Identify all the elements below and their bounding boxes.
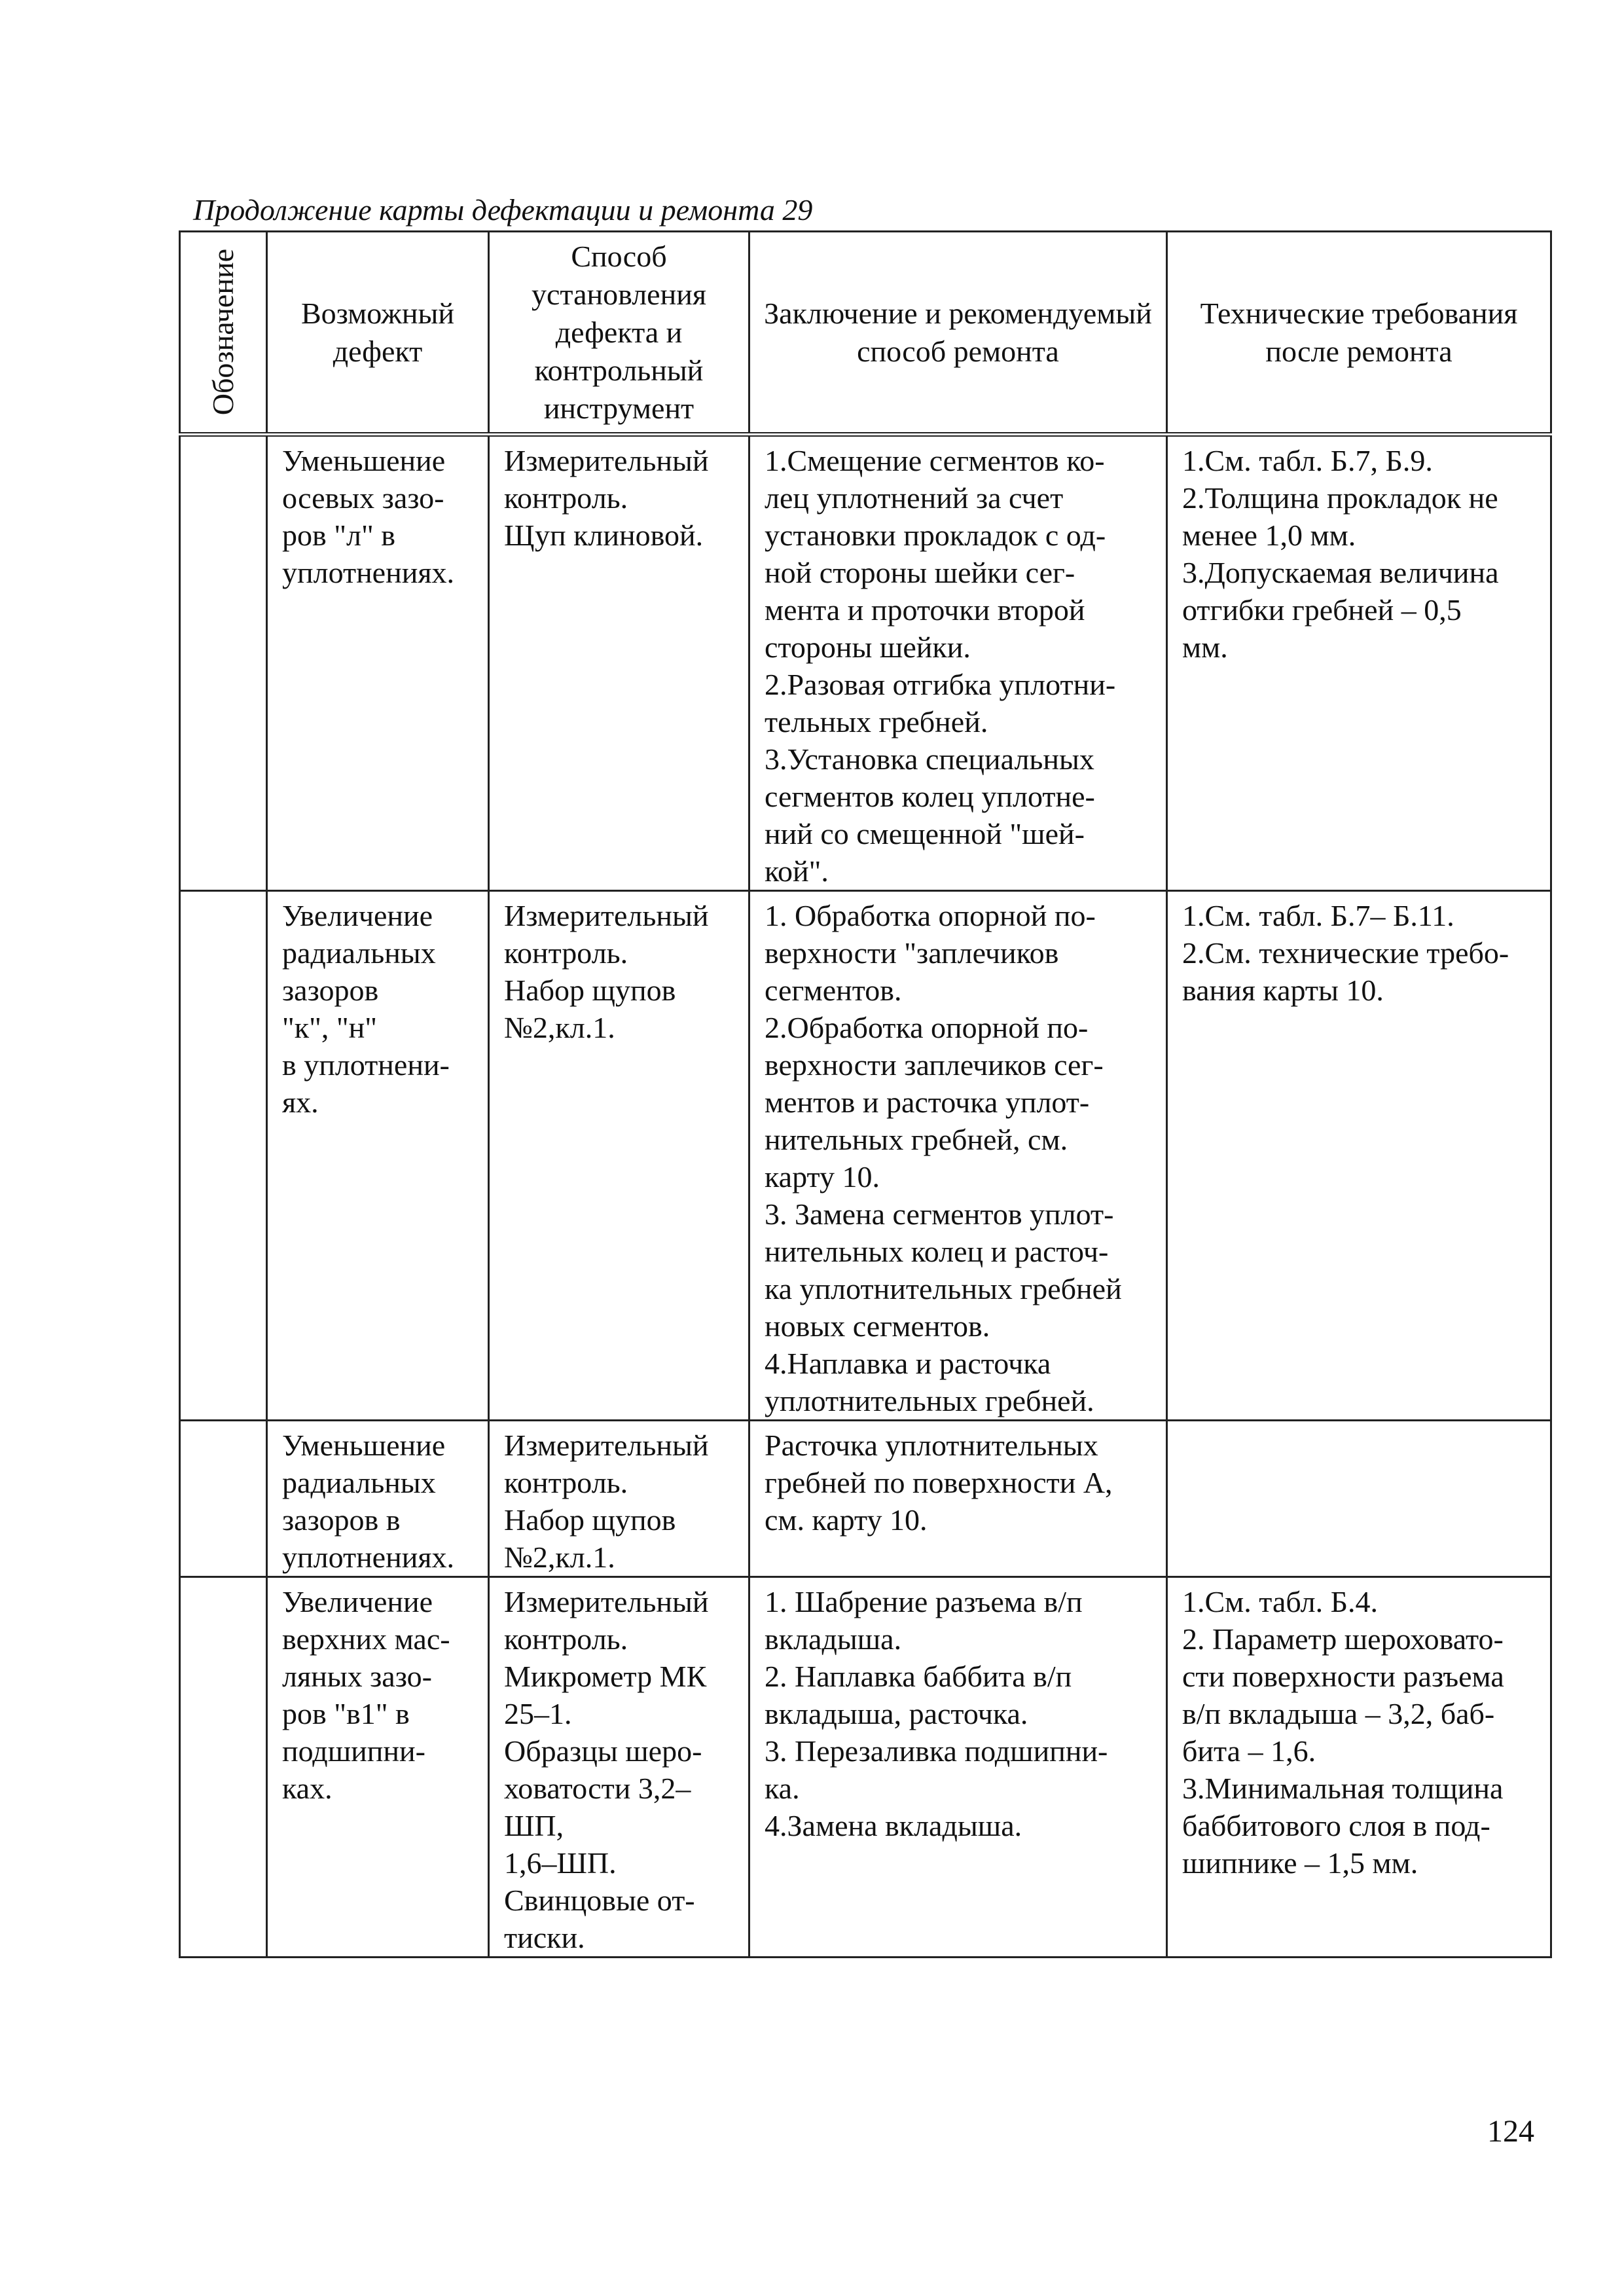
cell-designation	[180, 1421, 267, 1577]
cell-line: уплотнениях.	[282, 556, 454, 589]
cell-defect-text	[268, 437, 488, 591]
cell-requirements-text	[1168, 1578, 1550, 1882]
cell-line: гребней по поверхности А,	[765, 1466, 1113, 1499]
header-conclusion: Заключение и рекомендуемый способ ремонта	[749, 232, 1167, 435]
cell-line: новых сегментов.	[765, 1309, 990, 1343]
cell-requirements-text	[1168, 437, 1550, 666]
table-row	[180, 1577, 1551, 1958]
cell-method-text	[490, 1421, 748, 1576]
cell-line: сегментов колец уплотне-	[765, 780, 1095, 813]
cell-line: 3.Допускаемая величина	[1182, 556, 1499, 589]
table-row	[180, 891, 1551, 1421]
cell-defect	[267, 891, 489, 1421]
cell-line: установки прокладок с од-	[765, 519, 1106, 552]
cell-line: кой".	[765, 854, 829, 888]
cell-line: верхних мас-	[282, 1622, 450, 1656]
table-row	[180, 435, 1551, 891]
cell-line: шипнике – 1,5 мм.	[1182, 1846, 1418, 1880]
cell-requirements-text	[1168, 892, 1550, 1009]
cell-line: Образцы шеро-	[504, 1734, 702, 1768]
cell-method	[489, 1421, 749, 1577]
cell-line: уплотнительных гребней.	[765, 1384, 1094, 1417]
cell-method-text	[490, 1578, 748, 1956]
cell-method	[489, 891, 749, 1421]
cell-line: в уплотнени-	[282, 1048, 450, 1082]
cell-line: Микрометр МК	[504, 1660, 707, 1693]
header-defect: Возможный дефект	[267, 232, 489, 435]
cell-line: тельных гребней.	[765, 705, 988, 738]
cell-line: Набор щупов	[504, 974, 676, 1007]
cell-line: 1.Смещение сегментов ко-	[765, 444, 1105, 477]
cell-requirements	[1167, 1577, 1551, 1958]
cell-line: Расточка уплотнительных	[765, 1429, 1098, 1462]
cell-line: Измерительный	[504, 444, 709, 477]
table-row	[180, 1421, 1551, 1577]
cell-conclusion	[749, 1421, 1167, 1577]
cell-line: подшипни-	[282, 1734, 425, 1768]
cell-line: 25–1.	[504, 1697, 572, 1730]
cell-defect	[267, 435, 489, 891]
cell-conclusion	[749, 1577, 1167, 1958]
cell-line: 1.См. табл. Б.4.	[1182, 1585, 1378, 1618]
cell-designation	[180, 891, 267, 1421]
cell-line: контроль.	[504, 1466, 628, 1499]
cell-conclusion-text	[750, 437, 1166, 890]
cell-line: контроль.	[504, 936, 628, 970]
cell-line: 2.Разовая отгибка уплотни-	[765, 668, 1116, 701]
cell-defect-text	[268, 1421, 488, 1576]
cell-line: 1.См. табл. Б.7, Б.9.	[1182, 444, 1433, 477]
cell-line: лец уплотнений за счет	[765, 481, 1064, 515]
table-caption: Продолжение карты дефектации и ремонта 29	[193, 193, 813, 227]
cell-conclusion	[749, 891, 1167, 1421]
cell-line: карту 10.	[765, 1160, 880, 1194]
cell-line: сегментов.	[765, 974, 902, 1007]
cell-line: №2,кл.1.	[504, 1540, 615, 1574]
cell-defect	[267, 1421, 489, 1577]
cell-line: 4.Наплавка и расточка	[765, 1347, 1051, 1380]
cell-line: осевых зазо-	[282, 481, 444, 515]
cell-designation	[180, 1577, 267, 1958]
cell-line: баббитового слоя в под-	[1182, 1809, 1490, 1842]
cell-line: нительных колец и расточ-	[765, 1235, 1109, 1268]
cell-line: верхности заплечиков сег-	[765, 1048, 1104, 1082]
cell-line: зазоров в	[282, 1503, 401, 1537]
cell-line: 2. Наплавка баббита в/п	[765, 1660, 1072, 1693]
cell-line: ной стороны шейки сег-	[765, 556, 1075, 589]
table-header-row	[180, 232, 1551, 435]
cell-line: "к", "н"	[282, 1011, 378, 1044]
cell-line: зазоров	[282, 974, 379, 1007]
cell-requirements-text	[1168, 1421, 1550, 1427]
cell-line: мм.	[1182, 630, 1228, 664]
cell-line: ментов и расточка уплот-	[765, 1085, 1090, 1119]
cell-line: №2,кл.1.	[504, 1011, 615, 1044]
cell-line: Измерительный	[504, 1429, 709, 1462]
cell-line: ка.	[765, 1772, 800, 1805]
cell-line: Измерительный	[504, 1585, 709, 1618]
cell-requirements	[1167, 435, 1551, 891]
cell-line: 3.Установка специальных	[765, 742, 1094, 776]
cell-line: Щуп клиновой.	[504, 519, 704, 552]
header-method: Способ установления дефекта и контрольный инструмент	[489, 232, 749, 435]
cell-line: радиальных	[282, 1466, 436, 1499]
cell-requirements	[1167, 891, 1551, 1421]
cell-line: менее 1,0 мм.	[1182, 519, 1356, 552]
cell-line: 3.Минимальная толщина	[1182, 1772, 1504, 1805]
cell-line: отгибки гребней – 0,5	[1182, 593, 1462, 627]
cell-line: 1. Шабрение разъема в/п	[765, 1585, 1083, 1618]
header-requirements: Технические требования после ремонта	[1167, 232, 1551, 435]
cell-line: радиальных	[282, 936, 436, 970]
cell-line: ях.	[282, 1085, 319, 1119]
cell-method-text	[490, 892, 748, 1046]
cell-line: ров "в1" в	[282, 1697, 410, 1730]
cell-line: Набор щупов	[504, 1503, 676, 1537]
cell-line: ховатости 3,2–	[504, 1772, 691, 1805]
cell-line: 2. Параметр шероховато-	[1182, 1622, 1504, 1656]
cell-method	[489, 435, 749, 891]
cell-method-text	[490, 437, 748, 554]
cell-line: вкладыша.	[765, 1622, 902, 1656]
cell-conclusion-text	[750, 1578, 1166, 1844]
cell-defect-text	[268, 892, 488, 1121]
header-designation	[180, 232, 267, 435]
cell-line: стороны шейки.	[765, 630, 971, 664]
header-designation-label: Обозначение	[206, 249, 240, 416]
cell-conclusion-text	[750, 892, 1166, 1419]
cell-line: вания карты 10.	[1182, 974, 1384, 1007]
defect-card-table	[179, 230, 1552, 1958]
cell-line: верхности "заплечиков	[765, 936, 1059, 970]
cell-line: Свинцовые от-	[504, 1884, 695, 1917]
cell-line: контроль.	[504, 1622, 628, 1656]
cell-line: ШП,	[504, 1809, 564, 1842]
cell-line: Увеличение	[282, 1585, 433, 1618]
cell-line: тиски.	[504, 1921, 585, 1954]
cell-line: 1,6–ШП.	[504, 1846, 617, 1880]
cell-line: Уменьшение	[282, 1429, 446, 1462]
cell-line: ров "л" в	[282, 519, 395, 552]
cell-line: в/п вкладыша – 3,2, баб-	[1182, 1697, 1495, 1730]
cell-line: бита – 1,6.	[1182, 1734, 1316, 1768]
cell-conclusion	[749, 435, 1167, 891]
cell-line: ляных зазо-	[282, 1660, 432, 1693]
cell-line: уплотнениях.	[282, 1540, 454, 1574]
cell-line: 1. Обработка опорной по-	[765, 899, 1096, 932]
cell-line: Уменьшение	[282, 444, 446, 477]
cell-line: 2.Обработка опорной по-	[765, 1011, 1089, 1044]
cell-line: 2.Толщина прокладок не	[1182, 481, 1498, 515]
cell-line: 4.Замена вкладыша.	[765, 1809, 1022, 1842]
cell-line: ка уплотнительных гребней	[765, 1272, 1122, 1305]
cell-line: контроль.	[504, 481, 628, 515]
cell-designation	[180, 435, 267, 891]
cell-line: см. карту 10.	[765, 1503, 928, 1537]
cell-line: Измерительный	[504, 899, 709, 932]
cell-line: нительных гребней, см.	[765, 1123, 1068, 1156]
cell-line: сти поверхности разъема	[1182, 1660, 1504, 1693]
cell-defect	[267, 1577, 489, 1958]
cell-line: Увеличение	[282, 899, 433, 932]
cell-line: ний со смещенной "шей-	[765, 817, 1085, 850]
cell-requirements	[1167, 1421, 1551, 1577]
cell-line: ках.	[282, 1772, 333, 1805]
cell-line: 3. Перезаливка подшипни-	[765, 1734, 1108, 1768]
cell-line: вкладыша, расточка.	[765, 1697, 1028, 1730]
cell-defect-text	[268, 1578, 488, 1807]
cell-line: мента и проточки второй	[765, 593, 1085, 627]
cell-line: 3. Замена сегментов уплот-	[765, 1197, 1114, 1231]
cell-conclusion-text	[750, 1421, 1166, 1539]
page-number: 124	[1487, 2114, 1534, 2149]
cell-method	[489, 1577, 749, 1958]
cell-line: 1.См. табл. Б.7– Б.11.	[1182, 899, 1454, 932]
cell-line: 2.См. технические требо-	[1182, 936, 1509, 970]
